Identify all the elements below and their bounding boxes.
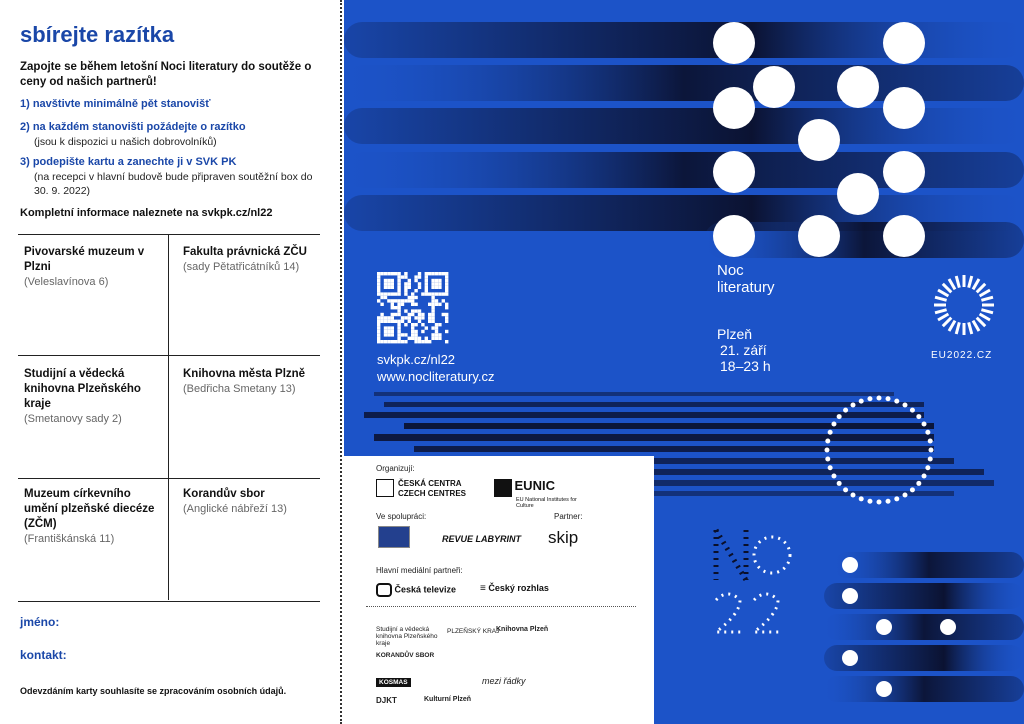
media-label: Hlavní mediální partneři: — [376, 566, 463, 575]
kulturni-plzen-logo: Kulturní Plzeň — [424, 696, 472, 703]
no22-badge-icon — [716, 530, 790, 632]
ceska-centra-icon — [376, 479, 394, 497]
venue-address: (sady Pětatřicátníků 14) — [183, 261, 300, 273]
skip-logo: skip — [548, 528, 579, 547]
intro-text: Zapojte se během letošní Noci literatury do soutěže o ceny od našich partnerů! — [20, 61, 312, 88]
divider — [366, 606, 636, 607]
eunic-sub: EU National Institutes for Culture — [516, 496, 577, 509]
venue-cell — [24, 245, 174, 290]
venue-address: (Smetanovy sady 2) — [24, 413, 122, 425]
step-2: 2) na každém stanovišti požádejte o razítko — [20, 121, 246, 133]
website-link[interactable]: www.nocliteratury.cz — [377, 369, 495, 384]
step-3: 3) podepište kartu a zanechte ji v SVK PK — [20, 156, 237, 168]
venue-cell — [183, 487, 333, 517]
venue-name: Studijní a vědecká knihovna Plzeňského kraje — [24, 368, 141, 410]
step-2-note: (jsou k dispozici u našich dobrovolníků) — [34, 136, 217, 148]
mezi-radky-logo: mezi řádky — [482, 676, 526, 686]
org1-line2: CZECH CENTRES — [398, 489, 467, 498]
name-field-label: jméno: — [20, 615, 60, 629]
kosmas-logo: KOSMAS — [376, 678, 411, 687]
org1-line1: ČESKÁ CENTRA — [398, 479, 462, 488]
ceska-televize-logo — [376, 583, 456, 597]
ceska-centra-logo — [376, 479, 466, 499]
venue-address: (Anglické nábřeží 13) — [183, 503, 287, 515]
event-title-line2: literatury — [717, 279, 775, 296]
eu-flag-icon — [378, 526, 410, 548]
venue-name: Knihovna města Plzně — [183, 368, 306, 380]
stamp-card — [0, 0, 340, 724]
partner-label: Partner: — [554, 512, 583, 521]
step-1: 1) navštivte minimálně pět stanovišť — [20, 98, 211, 110]
eunic-logo — [494, 478, 586, 509]
partners-box — [344, 456, 654, 724]
venue-cell — [183, 367, 333, 397]
info-link-text: Kompletní informace naleznete na svkpk.cz/nl22 — [20, 207, 273, 219]
event-title — [717, 262, 775, 296]
svk-logo: Studijní a vědecká knihovna Plzeňského kraje — [376, 626, 438, 647]
knihovna-plzen-logo: Knihovna Plzeň — [496, 626, 549, 633]
venue-name: Fakulta právnická ZČU — [183, 246, 307, 258]
venue-cell — [24, 487, 166, 547]
eu2022-label: EU2022.CZ — [931, 350, 993, 361]
event-city: Plzeň — [717, 326, 753, 342]
contact-field-label: kontakt: — [20, 648, 67, 662]
eunic-icon — [494, 479, 512, 497]
venue-name: Korandův sbor — [183, 488, 265, 500]
step-3-note: (na recepci v hlavní budově bude připraven soutěžní box do 30. 9. 2022) — [34, 171, 313, 197]
perforation-line — [340, 0, 342, 724]
revue-labyrint-logo: REVUE LABYRINT — [442, 534, 522, 544]
venue-address: (Františkánská 11) — [24, 533, 115, 545]
venue-cell — [24, 367, 149, 427]
venue-name: Pivovarské muzeum v Plzni — [24, 246, 145, 273]
eunic-text: EUNIC — [514, 478, 555, 493]
ct-icon — [376, 583, 392, 597]
koranduv-sbor-logo: KORANDŮV SBOR — [376, 652, 435, 659]
card-title: sbírejte razítka — [20, 22, 175, 47]
decor-bars-bottom — [824, 552, 1024, 702]
grid-divider — [18, 355, 320, 356]
cesky-rozhlas-logo — [480, 583, 549, 594]
eu2022-logo-icon — [934, 275, 994, 335]
media1-text: Česká televize — [394, 584, 457, 595]
website-link[interactable]: svkpk.cz/nl22 — [377, 352, 456, 367]
venue-address: (Bedřicha Smetany 13) — [183, 383, 296, 395]
consent-text: Odevzdáním karty souhlasíte se zpracováním osobních údajů. — [20, 686, 287, 696]
event-date: 21. září — [720, 342, 767, 358]
djkt-logo: DJKT — [376, 696, 397, 705]
organizers-label: Organizují: — [376, 464, 415, 473]
venue-address: (Veleslavínova 6) — [24, 276, 109, 288]
plzensky-kraj-logo: PLZEŇSKÝ KRAJ — [447, 628, 500, 635]
grid-divider — [18, 478, 320, 479]
qr-code — [377, 272, 448, 343]
cro-icon: ≡ — [480, 583, 486, 594]
venue-name: Muzeum církevního umění plzeňské diecéze (ZČM) — [24, 488, 155, 530]
event-time: 18–23 h — [720, 358, 771, 374]
event-title-line1: Noc — [717, 262, 744, 279]
event-details — [717, 326, 771, 374]
decor-bars-top — [344, 22, 1024, 258]
cooperation-label: Ve spolupráci: — [376, 512, 427, 521]
venue-cell — [183, 245, 333, 275]
poster-panel — [344, 0, 1024, 724]
media2-text: Český rozhlas — [488, 583, 549, 593]
